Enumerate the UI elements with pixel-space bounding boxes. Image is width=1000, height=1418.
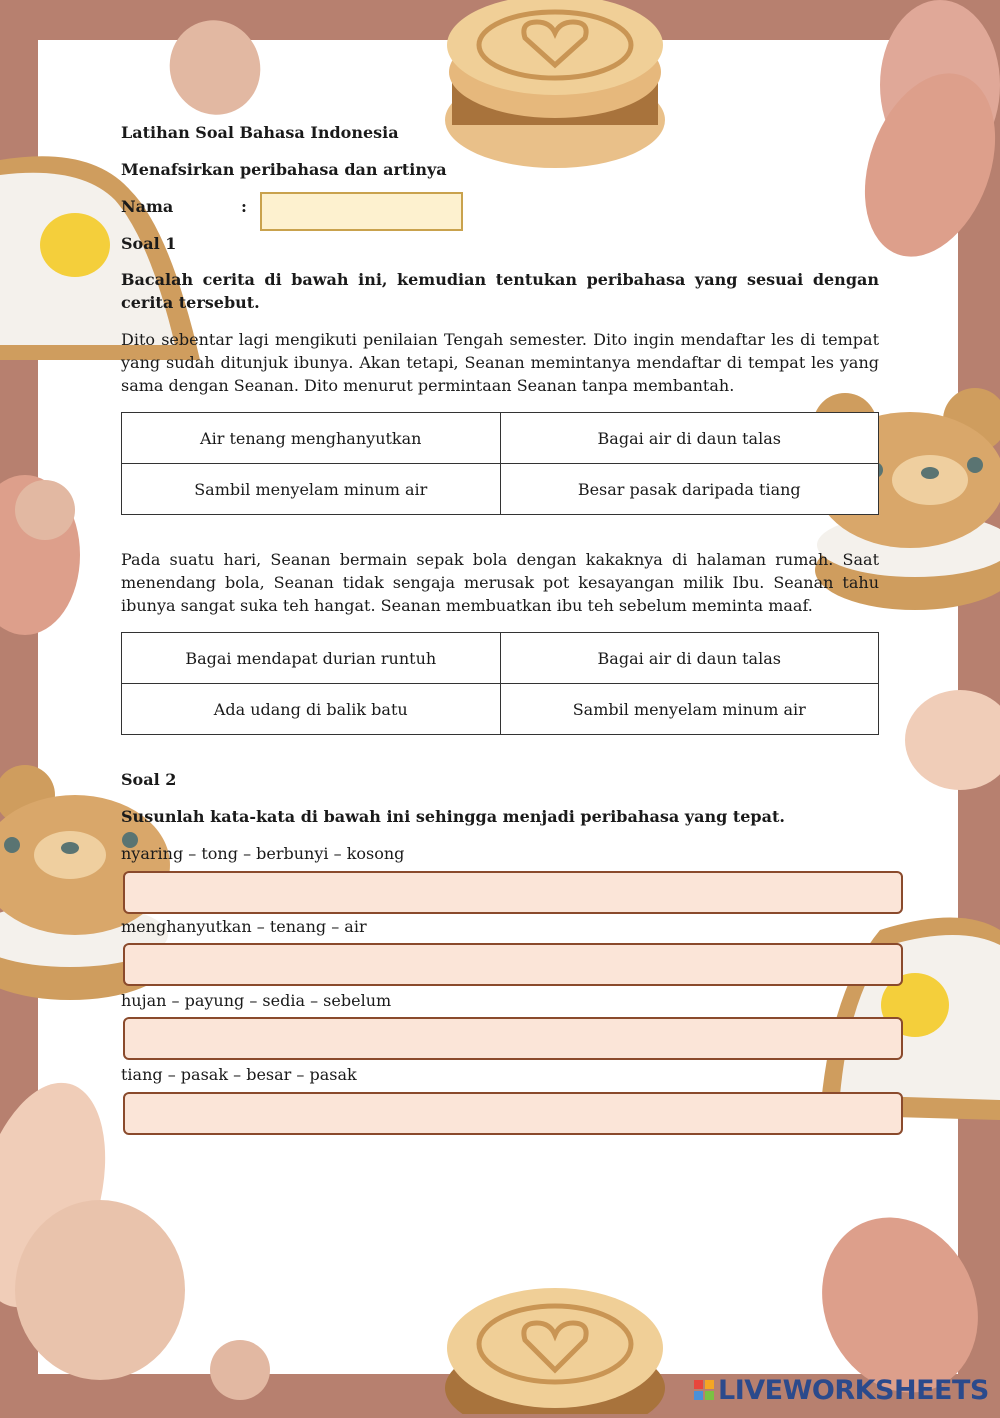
options-table-1 <box>121 412 879 515</box>
liveworksheets-mark-icon <box>694 1380 714 1400</box>
brand-text: LIVEWORKSHEETS <box>718 1374 989 1406</box>
answer-input-2[interactable] <box>123 943 903 986</box>
worksheet-subtitle: Menafsirkan peribahasa dan artinya <box>121 160 447 179</box>
option-cell[interactable]: Air tenang menghanyutkan <box>122 413 501 464</box>
answer-input-3[interactable] <box>123 1017 903 1060</box>
soal1-story-2: Pada suatu hari, Seanan bermain sepak bola dengan kakaknya di halaman rumah. Saat menendang bola, Seanan tidak sengaja merusak pot kesayangan milik Ibu. Seanan tahu ibunya sangat suka teh hangat. Seanan membuatkan ibu teh sebelum meminta maaf. <box>121 550 879 615</box>
worksheet-title: Latihan Soal Bahasa Indonesia <box>121 123 399 142</box>
soal1-story-1: Dito sebentar lagi mengikuti penilaian Tengah semester. Dito ingin mendaftar les di tempat yang sudah ditunjuk ibunya. Akan tetapi, Seanan memintanya mendaftar di tempat les yang sama dengan Seanan. Dito menurut permintaan Seanan tanpa membantah. <box>121 330 879 395</box>
option-cell[interactable]: Bagai mendapat durian runtuh <box>122 633 501 684</box>
soal2-words-3: hujan – payung – sedia – sebelum <box>121 991 392 1010</box>
soal2-words-4: tiang – pasak – besar – pasak <box>121 1065 357 1084</box>
answer-input-1[interactable] <box>123 871 903 914</box>
option-cell[interactable]: Besar pasak daripada tiang <box>500 464 879 515</box>
option-cell[interactable]: Sambil menyelam minum air <box>500 684 879 735</box>
soal2-words-1: nyaring – tong – berbunyi – kosong <box>121 844 405 863</box>
name-input[interactable] <box>260 192 463 231</box>
option-cell[interactable]: Ada udang di balik batu <box>122 684 501 735</box>
answer-input-4[interactable] <box>123 1092 903 1135</box>
soal1-heading: Soal 1 <box>121 234 177 253</box>
options-table-2 <box>121 632 879 735</box>
option-cell[interactable]: Bagai air di daun talas <box>500 633 879 684</box>
soal2-words-2: menghanyutkan – tenang – air <box>121 917 367 936</box>
soal2-instruction: Susunlah kata-kata di bawah ini sehingga menjadi peribahasa yang tepat. <box>121 807 785 826</box>
name-label: Nama <box>121 197 174 216</box>
soal2-heading: Soal 2 <box>121 770 177 789</box>
option-cell[interactable]: Bagai air di daun talas <box>500 413 879 464</box>
name-colon: : <box>241 197 247 216</box>
soal1-instruction: Bacalah cerita di bawah ini, kemudian tentukan peribahasa yang sesuai dengan cerita tersebut. <box>121 270 879 312</box>
option-cell[interactable]: Sambil menyelam minum air <box>122 464 501 515</box>
liveworksheets-logo[interactable] <box>694 1374 989 1406</box>
